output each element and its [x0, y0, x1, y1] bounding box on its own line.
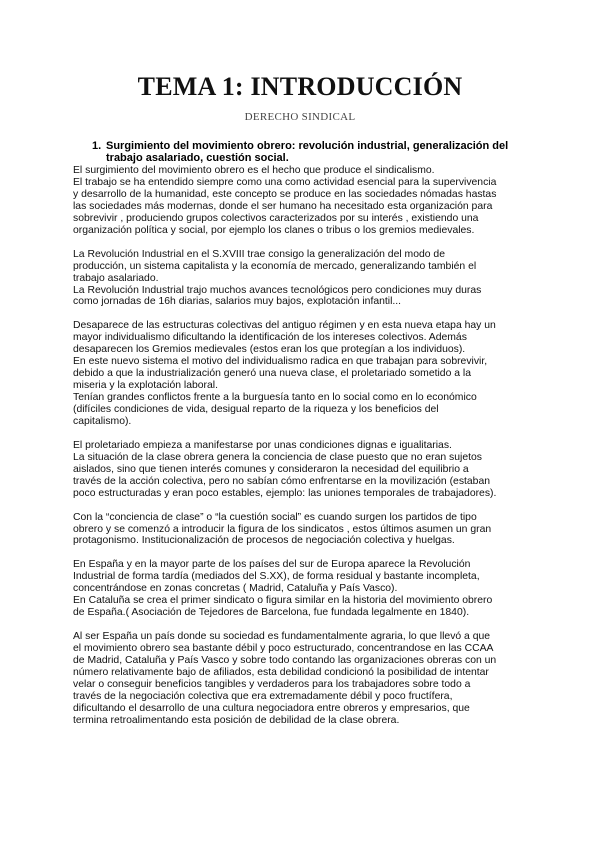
- body-paragraph: [73, 165, 535, 237]
- paragraph-line: trabajo asalariado.: [73, 272, 159, 284]
- paragraph-line: de Madrid, Cataluña y País Vasco y sobre todo contando las organizaciones obreras con un: [73, 654, 497, 666]
- paragraph-line: concentrándose en zonas concretas ( Madrid, Cataluña y País Vasco).: [73, 583, 398, 595]
- paragraph-line: En España y en la mayor parte de los países del sur de Europa aparece la Revolución: [73, 559, 471, 571]
- body-paragraph: [73, 440, 535, 500]
- paragraph-line: sobrevivir , produciendo grupos colectivos caracterizados por su interés , existiendo una: [73, 212, 479, 224]
- paragraph-line: termina retroalimentando esta posición de debilidad de la clase obrera.: [73, 714, 400, 726]
- paragraph-line: aislados, sino que tienen interés comunes y consideraron la necesidad del equilibrio a: [73, 463, 469, 475]
- page-title: TEMA 1: INTRODUCCIÓN: [137, 72, 463, 101]
- paragraph-line: capitalismo).: [73, 415, 132, 427]
- paragraph-line: velar o conseguir beneficios tangibles y verdaderos para los trabajadores sobre todo a: [73, 678, 471, 690]
- paragraph-line: como jornadas de 16h diarias, salarios muy bajos, explotación infantil...: [73, 296, 402, 308]
- section-heading-line: Surgimiento del movimiento obrero: revolución industrial, generalización del: [106, 140, 509, 152]
- section-number: 1.: [92, 140, 102, 152]
- paragraph-line: través de la negociación colectiva que era extremadamente débil y poco fructífera,: [73, 690, 453, 702]
- paragraph-line: obrero y se comenzó a introducir la figura de los sindicatos , estos últimos asumen un gran: [73, 523, 492, 535]
- section-heading-line: trabajo asalariado, cuestión social.: [106, 152, 289, 165]
- paragraph-line: y desarrollo de la humanidad, este concepto se produce en las sociedades nómadas hastas: [73, 188, 497, 200]
- paragraph-line: de España.( Asociación de Tejedores de Barcelona, fue fundada legalmente en 1840).: [73, 607, 470, 619]
- paragraph-line: El proletariado empieza a manifestarse por unas condiciones dignas e igualitarias.: [73, 439, 452, 451]
- paragraph-line: Al ser España un país donde su sociedad es fundamentalmente agraria, lo que llevó a que: [73, 631, 491, 643]
- paragraph-line: Industrial de forma tardía (mediados del S.XX), de forma residual y bastante incompleta,: [73, 571, 480, 583]
- paragraph-line: organización política y social, por ejemplo los clanes o tribus o los gremios medievales.: [73, 224, 475, 236]
- paragraph-line: La situación de la clase obrera genera la conciencia de clase puesto que no eran sujetos: [73, 451, 482, 463]
- paragraph-line: En este nuevo sistema el motivo del individualismo radica en que trabajan para sobrevivir,: [73, 356, 488, 368]
- body-paragraph: [73, 631, 535, 727]
- paragraph-line: protagonismo. Institucionalización de procesos de negociación colectiva y huelgas.: [73, 535, 455, 547]
- paragraph-line: poco estructuradas y eran poco estables, ejemplo: las uniones temporales de trabajadores).: [73, 487, 497, 499]
- paragraph-line: mayor individualismo dificultando la identificación de los intereses colectivos. Además: [73, 332, 467, 344]
- body-paragraph: [73, 320, 535, 428]
- section-heading-text: [106, 140, 532, 165]
- paragraph-line: debido a que la industrialización generó una nueva clase, el proletariado sometido a la: [73, 368, 471, 380]
- paragraph-line: El trabajo se ha entendido siempre como una como actividad esencial para la supervivencia: [73, 176, 497, 188]
- paragraph-line: El surgimiento del movimiento obrero es el hecho que produce el sindicalismo.: [73, 165, 435, 176]
- paragraph-line: En Cataluña se crea el primer sindicato o figura similar en la historia del movimiento obrero: [73, 595, 493, 607]
- page-subtitle: DERECHO SINDICAL: [244, 111, 356, 123]
- paragraph-line: número relativamente bajo de afiliados, esta debilidad condicionó la posibilidad de intentar: [73, 666, 489, 678]
- paragraph-line: La Revolución Industrial trajo muchos avances tecnológicos pero condiciones muy duras: [73, 284, 482, 296]
- paragraph-line: Tenían grandes conflictos frente a la burguesía tanto en lo social como en lo económico: [73, 392, 477, 404]
- section-heading: [92, 140, 532, 165]
- paragraph-line: dificultando el desarrollo de una cultura negociadora entre obreros y empresarios, que: [73, 702, 470, 714]
- paragraph-line: las sociedades más modernas, donde el ser humano ha necesitado esta organización para: [73, 200, 493, 212]
- paragraph-line: través de la acción colectiva, pero no sabían cómo enfrentarse en la movilización (estaban: [73, 475, 491, 487]
- paragraph-line: Con la “conciencia de clase” o “la cuestión social” es cuando surgen los partidos de tipo: [73, 511, 477, 523]
- paragraph-line: (difíciles condiciones de vida, desigual reparto de la riqueza y los beneficios del: [73, 404, 439, 416]
- paragraph-line: miseria y la explotación laboral.: [73, 380, 218, 392]
- paragraph-line: La Revolución Industrial en el S.XVIII trae consigo la generalización del modo de: [73, 248, 445, 260]
- body-paragraph: [73, 559, 535, 619]
- paragraph-line: Desaparece de las estructuras colectivas del antiguo régimen y en esta nueva etapa hay un: [73, 320, 496, 332]
- body-paragraph: [73, 512, 535, 548]
- body-paragraph: [73, 249, 535, 309]
- paragraph-line: producción, un sistema capitalista y la economía de mercado, generalizando también el: [73, 260, 477, 272]
- document-body: [73, 165, 535, 739]
- paragraph-line: desaparecen los Gremios medievales (estos eran los que protegían a los individuos).: [73, 344, 466, 356]
- paragraph-line: el movimiento obrero sea bastante débil y poco estructurado, concentrandose en las CCAA: [73, 643, 494, 655]
